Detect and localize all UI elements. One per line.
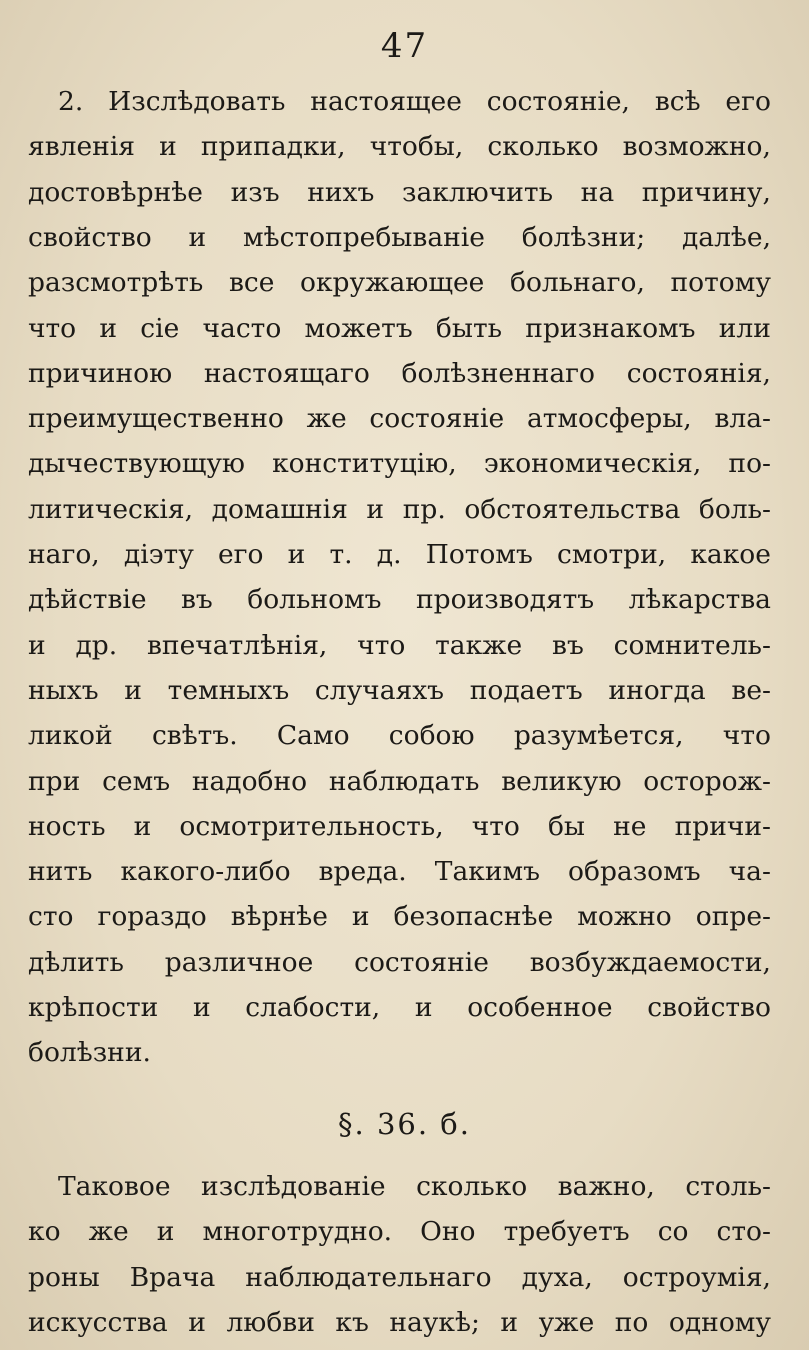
text-line: при семъ надобно наблюдать великую осторож-: [28, 765, 771, 797]
text-line: ныхъ и темныхъ случаяхъ подаетъ иногда ве-: [28, 674, 771, 706]
text-line: литическія, домашнія и пр. обстоятельства боль-: [28, 493, 771, 525]
text-line: и др. впечатлѣнія, что также въ сомнитель-: [28, 629, 771, 661]
text-line: искусства и любви къ наукѣ; и уже по одному: [28, 1306, 771, 1338]
text-line: ко же и многотрудно. Оно требуетъ со сто-: [28, 1216, 771, 1248]
text-line: ность и осмотрительность, что бы не причи-: [28, 810, 771, 842]
text-line: дѣйствіе въ больномъ производятъ лѣкарства: [28, 584, 771, 616]
text-line: крѣпости и слабости, и особенное свойство: [28, 992, 771, 1023]
text-line: наго, діэту его и т. д. Потомъ смотри, какое: [28, 539, 771, 570]
text-line: дѣлить различное состояніе возбуждаемости,: [28, 946, 771, 978]
text-line: нить какого-либо вреда. Такимъ образомъ ча-: [28, 856, 771, 888]
text-line: что и сіе часто можетъ быть признакомъ или: [28, 312, 771, 344]
text-line: свойство и мѣстопребываніе болѣзни; далѣе,: [28, 221, 771, 253]
section-heading: §. 36. б.: [338, 1107, 471, 1141]
text-line: сто гораздо вѣрнѣе и безопаснѣе можно опре-: [28, 901, 771, 933]
text-line: явленія и припадки, чтобы, сколько возможно,: [28, 131, 771, 163]
text-line: достовѣрнѣе изъ нихъ заключить на причину,: [28, 176, 771, 208]
text-line: преимущественно же состояніе атмосферы, вла-: [28, 403, 771, 435]
text-line: болѣзни.: [28, 1037, 151, 1069]
text-line: разсмотрѣть все окружающее больнаго, потому: [28, 267, 771, 299]
page-number: 47: [380, 26, 429, 66]
text-line: Таковое изслѣдованіе сколько важно, столь-: [58, 1171, 771, 1202]
text-line: дычествующую конституцію, экономическія, по-: [28, 448, 771, 480]
text-line: причиною настоящаго болѣзненнаго состоянія,: [28, 357, 771, 389]
text-line: роны Врача наблюдательнаго духа, остроумія,: [28, 1261, 771, 1293]
text-line: 2. Изслѣдовать настоящее состояніе, всѣ его: [58, 86, 771, 117]
text-line: ликой свѣтъ. Само собою разумѣется, что: [28, 720, 771, 752]
